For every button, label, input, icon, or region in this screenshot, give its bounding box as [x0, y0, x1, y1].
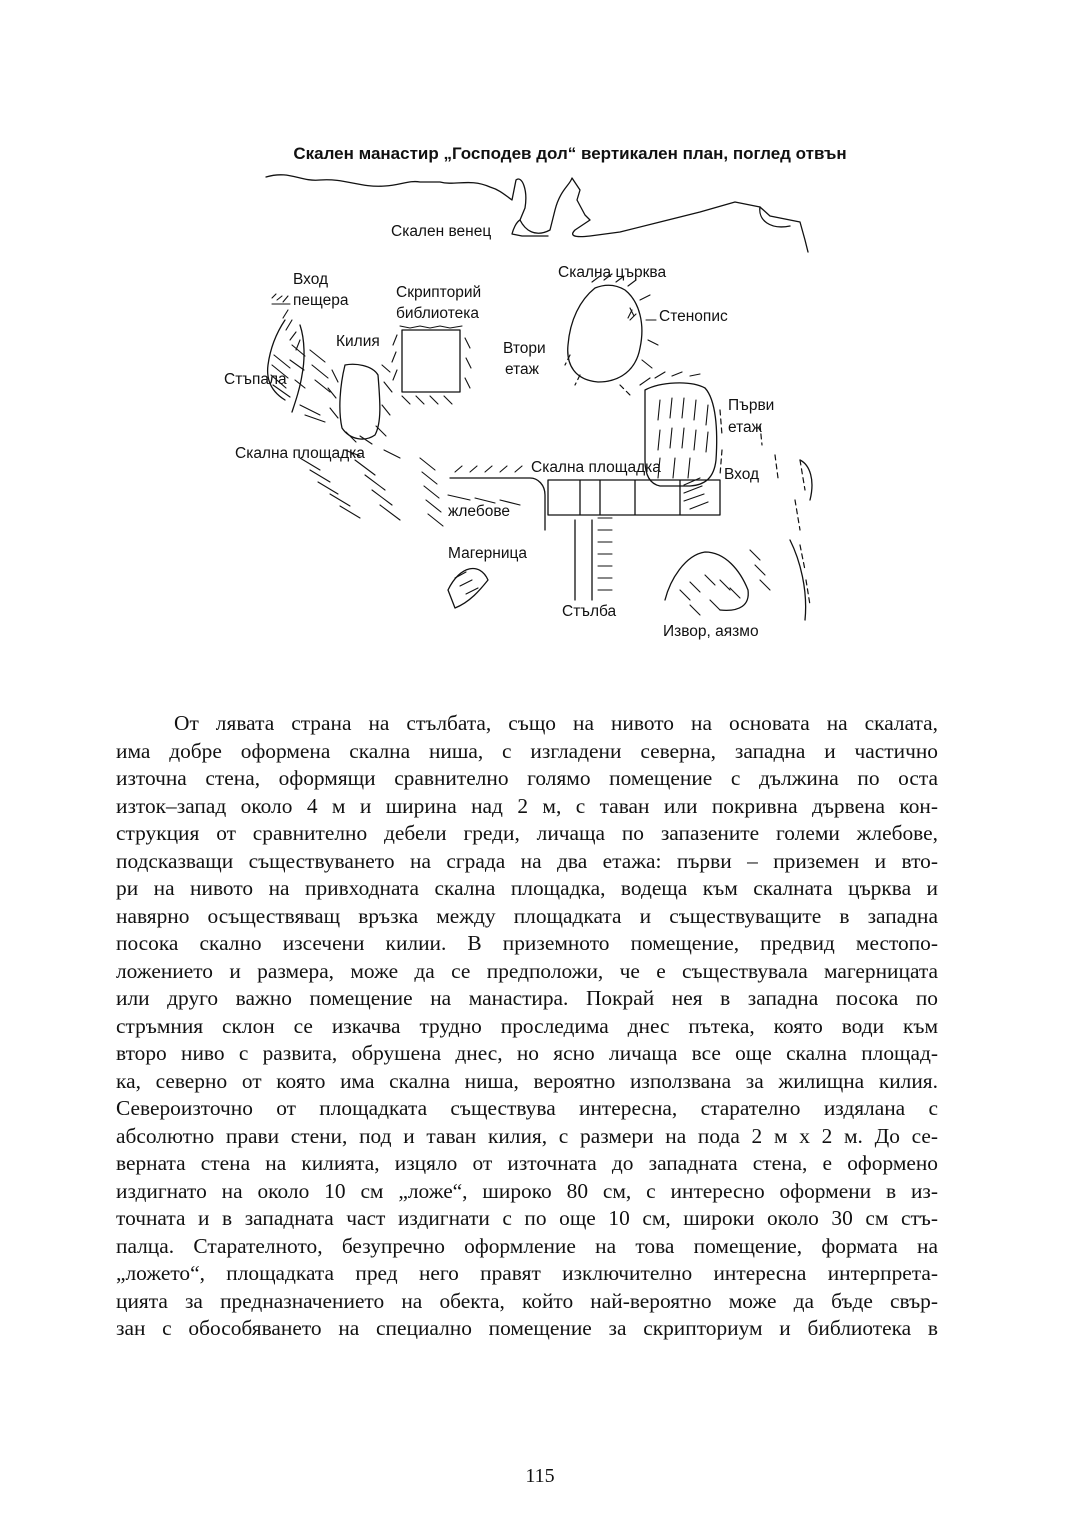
body-line: „ложето“, площадката пред него правят изключително интересна интерпрета-	[116, 1261, 938, 1285]
label-entrance: Вход	[724, 466, 760, 483]
rock-crown-outline	[266, 175, 808, 252]
label-rock-church: Скална църква	[558, 264, 667, 281]
label-rock-crown: Скален венец	[391, 223, 492, 240]
label-cave-entrance-1: Вход	[293, 271, 329, 288]
figure-title: Скален манастир „Господев дол“ вертикален план, поглед отвън	[293, 144, 847, 163]
body-line: точната и в западната част издигнати с по още 10 см, широки около 30 см стъ-	[116, 1206, 938, 1230]
label-first-floor-1: Първи	[728, 397, 775, 414]
rock-church-hatch	[592, 274, 658, 368]
body-line: цията за предназначението на обекта, който най-вероятно може да бъде свър-	[116, 1288, 938, 1313]
body-line: второ ниво с развита, обрушена днес, но ясно личаща все още скална площад-	[116, 1041, 938, 1065]
label-mural: Стенопис	[659, 308, 728, 325]
body-line: има добре оформена скална ниша, с изгладени северна, западна и частично	[116, 738, 938, 763]
staircase-hatch	[598, 518, 612, 590]
body-line: абсолютно прави стени, под и таван килия, с размери на пода 2 м х 2 м. До се-	[116, 1123, 938, 1148]
spring-outline	[665, 552, 748, 610]
body-line: посока скално изсечени килии. В приземното помещение, предвид местопо-	[116, 931, 938, 955]
body-line: ка, северно от която има скална ниша, вероятно използвана за жилищна килия.	[116, 1068, 938, 1093]
body-line: навярно осъществяващ връзка между площадката и съществуващите в западна	[116, 903, 938, 928]
body-line: палца. Старателното, безупречно оформление на това помещение, формата на	[116, 1233, 938, 1258]
page-number: 115	[525, 1465, 555, 1487]
cell-outline	[340, 364, 380, 439]
body-line: От лявата страна на стълбата, също на нивото на основата на скалата,	[174, 711, 938, 735]
label-second-floor-2: етаж	[505, 361, 540, 378]
body-line: или друго важно помещение на манастира. Покрай нея в западна посока по	[116, 986, 938, 1010]
body-line: подсказващи съществуването на сграда на два етажа: първи – приземен и вто-	[116, 848, 938, 873]
body-line: изток–запад около 4 м и ширина над 2 м, с таван или покривна дървена кон-	[116, 793, 938, 818]
scriptorium-outline	[402, 330, 460, 392]
label-cave-entrance-2: пещера	[293, 292, 349, 309]
label-spring: Извор, аязмо	[663, 623, 759, 640]
rock-church-dash	[565, 355, 630, 395]
spring-dash	[795, 460, 810, 605]
body-line: Североизточно от площадката съществува интересна, старателно издялана с	[116, 1096, 938, 1120]
body-line: източна стена, оформящи сравнително голямо помещение с дължина по оста	[116, 766, 938, 790]
body-line: зан с обособяването на специално помещение за скрипториум и библиотека в	[116, 1316, 938, 1340]
label-rock-platform-center: Скална площадка	[531, 459, 661, 476]
label-second-floor-1: Втори	[503, 340, 546, 357]
far-right-rock	[790, 460, 812, 620]
body-paragraph	[116, 710, 938, 1343]
label-steps: Стъпала	[224, 371, 287, 388]
rock-church-outline	[568, 285, 642, 382]
cell-hatch	[328, 365, 392, 444]
label-first-floor-2: етаж	[728, 419, 763, 436]
label-grooves: жлебове	[448, 503, 511, 520]
label-staircase: Стълба	[562, 603, 617, 620]
label-cell: Килия	[336, 333, 380, 350]
body-line: издигнато на около 10 см „ложе“, широко 80 см, с интересно оформени в из-	[116, 1178, 938, 1203]
body-line: струкция от сравнително дебели греди, личаща по запазените големи жлебове,	[116, 821, 938, 845]
spring-hatch	[680, 550, 770, 615]
monastery-plan-figure	[0, 160, 1080, 660]
body-line: верната стена на килията, изцяло от източната до западната стена, е оформено	[116, 1151, 938, 1175]
label-rock-platform-left: Скална площадка	[235, 445, 365, 462]
rock-crown-notch	[512, 220, 548, 236]
body-line: ложението и размера, може да се предположи, че е съществувала магерницата	[116, 958, 938, 983]
label-kitchen: Магерница	[448, 545, 527, 562]
body-line: ри на нивото на привходната скална площадка, водеща към скалната църква и	[116, 876, 938, 900]
staircase-outline	[575, 520, 592, 600]
label-scriptorium-2: библиотека	[396, 305, 479, 322]
kitchen-outline	[448, 569, 488, 608]
label-scriptorium-1: Скрипторий	[396, 284, 482, 301]
body-line: стръмния склон се изкачва трудно проследима днес пътека, която води към	[116, 1013, 938, 1038]
